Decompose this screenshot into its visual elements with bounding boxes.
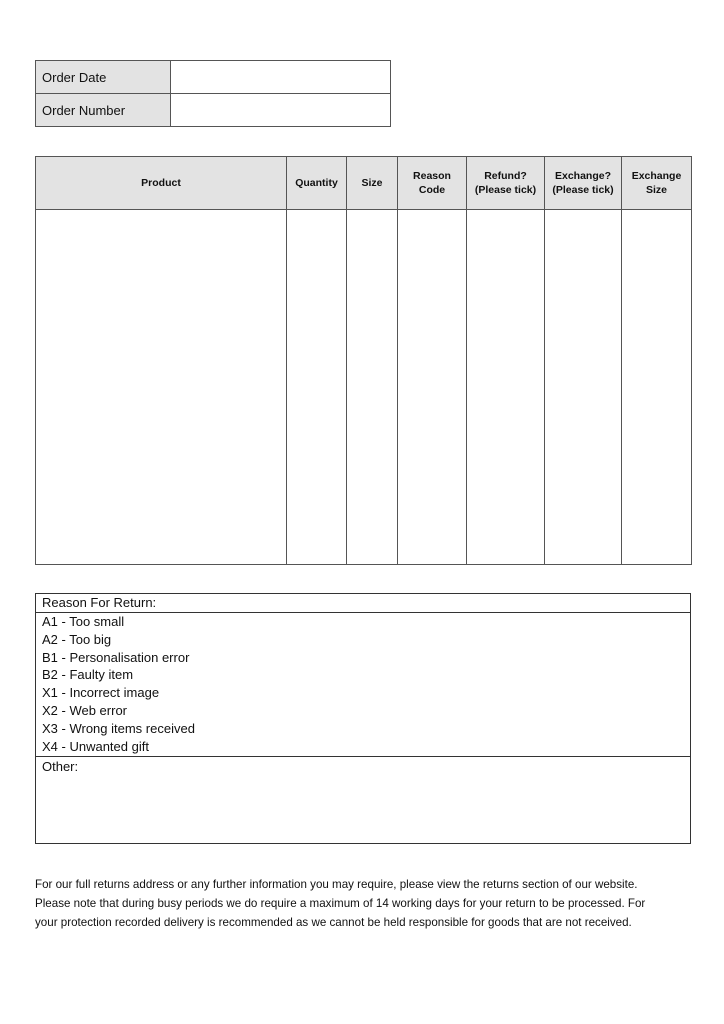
order-date-label: Order Date xyxy=(36,61,171,94)
header-size: Size xyxy=(347,157,398,210)
order-info-table xyxy=(35,60,391,127)
header-exchange: Exchange? (Please tick) xyxy=(545,157,622,210)
size-cell[interactable] xyxy=(347,210,398,565)
reason-item: X4 - Unwanted gift xyxy=(42,738,149,754)
reason-code-cell[interactable] xyxy=(398,210,467,565)
other-label: Other: xyxy=(42,759,79,774)
reason-item: A1 - Too small xyxy=(42,614,125,629)
order-date-field[interactable] xyxy=(171,61,391,94)
footer-note xyxy=(35,875,695,932)
order-date-row xyxy=(36,61,391,94)
header-reason-code: Reason Code xyxy=(398,157,467,210)
exchange-size-cell[interactable] xyxy=(622,210,692,565)
reason-item: X3 - Wrong items received xyxy=(42,720,195,736)
reasons-list xyxy=(36,613,690,757)
product-cell[interactable] xyxy=(36,210,287,565)
products-header-row xyxy=(36,157,692,210)
header-refund: Refund? (Please tick) xyxy=(467,157,545,210)
quantity-cell[interactable] xyxy=(287,210,347,565)
reason-item: B1 - Personalisation error xyxy=(42,649,190,665)
reason-item: X1 - Incorrect image xyxy=(42,685,160,701)
refund-cell[interactable] xyxy=(467,210,545,565)
order-number-label: Order Number xyxy=(36,94,171,127)
reasons-title: Reason For Return: xyxy=(36,594,690,613)
products-entry-row xyxy=(36,210,692,565)
reason-item: A2 - Too big xyxy=(42,631,112,647)
reasons-box xyxy=(35,593,691,844)
products-table xyxy=(35,156,692,565)
footer-line: Please note that during busy periods we do require a maximum of 14 working days for your return to be processed. For xyxy=(35,897,646,910)
header-quantity: Quantity xyxy=(287,157,347,210)
header-exchange-size: Exchange Size xyxy=(622,157,692,210)
reason-item: B2 - Faulty item xyxy=(42,667,134,683)
order-number-row xyxy=(36,94,391,127)
footer-line: your protection recorded delivery is recommended as we cannot be held responsible for goods that are not received. xyxy=(35,916,632,929)
exchange-cell[interactable] xyxy=(545,210,622,565)
reason-item: X2 - Web error xyxy=(42,702,128,718)
header-product: Product xyxy=(36,157,287,210)
order-number-field[interactable] xyxy=(171,94,391,127)
footer-line: For our full returns address or any further information you may require, please view the returns section of our website. xyxy=(35,878,638,891)
